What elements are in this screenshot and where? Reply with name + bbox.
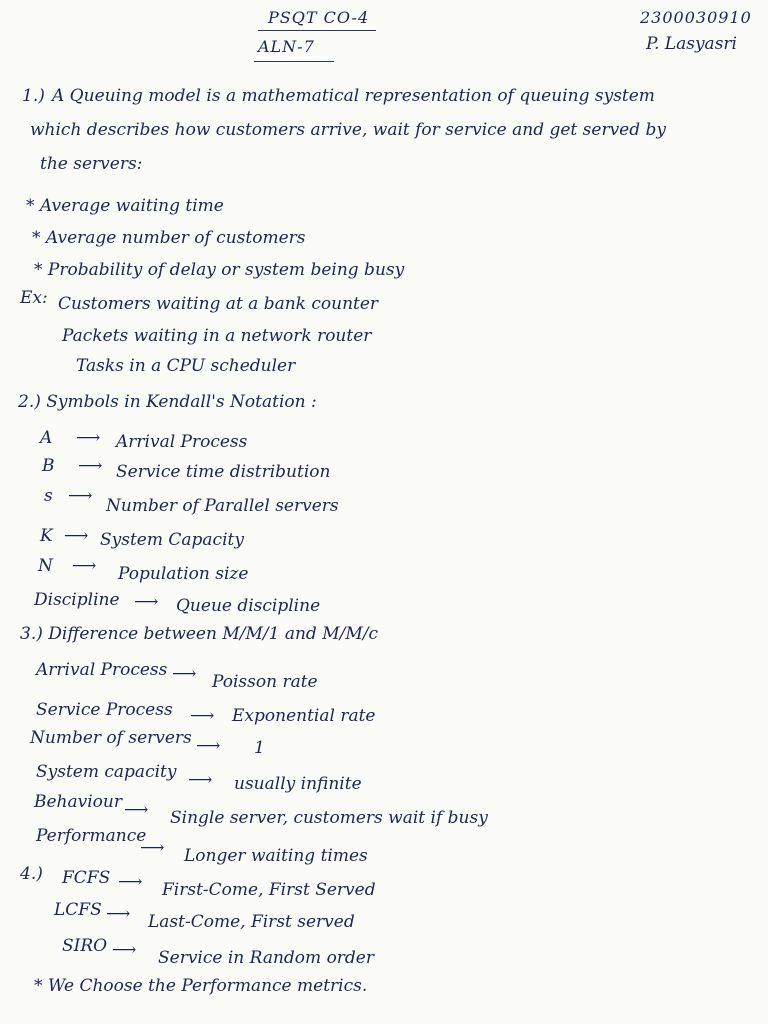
id-number: 2300030910 <box>640 8 752 27</box>
assignment-underline <box>254 61 334 62</box>
kendall-symbol: K <box>40 526 53 546</box>
arrow-icon: ⟶ <box>172 664 197 684</box>
arrow-icon: ⟶ <box>190 706 215 726</box>
kendall-symbol: Discipline <box>34 590 120 610</box>
course-title: PSQT CO-4 <box>268 8 370 27</box>
arrow-icon: ⟶ <box>78 456 103 476</box>
kendall-meaning: System Capacity <box>100 530 244 550</box>
kendall-symbol: s <box>44 486 53 506</box>
arrow-icon: ⟶ <box>140 838 165 858</box>
q3-label: Service Process <box>36 700 173 720</box>
arrow-icon: ⟶ <box>106 904 131 924</box>
example-item: Tasks in a CPU scheduler <box>76 356 296 376</box>
q3-label: Number of servers <box>30 728 192 748</box>
q3-value: Exponential rate <box>232 706 376 726</box>
q3-value: Longer waiting times <box>184 846 368 866</box>
kendall-meaning: Number of Parallel servers <box>106 496 339 516</box>
q3-label: System capacity <box>36 762 177 782</box>
q3-label: Behaviour <box>34 792 122 812</box>
kendall-meaning: Arrival Process <box>116 432 248 452</box>
arrow-icon: ⟶ <box>118 872 143 892</box>
discipline-label: SIRO <box>62 936 108 956</box>
q1-line-3: the servers: <box>40 154 143 174</box>
q1-number: 1.) <box>22 86 45 106</box>
discipline-value: First-Come, First Served <box>162 880 376 900</box>
examples-label: Ex: <box>20 288 48 308</box>
q3-value: 1 <box>254 738 265 758</box>
discipline-label: FCFS <box>62 868 111 888</box>
kendall-symbol: N <box>38 556 53 576</box>
q1-line-2: which describes how customers arrive, wait for service and get served by <box>30 120 667 140</box>
q1-bullet: * Average number of customers <box>32 228 306 248</box>
arrow-icon: ⟶ <box>188 770 213 790</box>
example-item: Packets waiting in a network router <box>62 326 372 346</box>
kendall-meaning: Queue discipline <box>176 596 321 616</box>
q3-heading: 3.) Difference between M/M/1 and M/M/c <box>20 624 378 644</box>
arrow-icon: ⟶ <box>196 736 221 756</box>
arrow-icon: ⟶ <box>124 800 149 820</box>
discipline-value: Last-Come, First served <box>148 912 355 932</box>
q3-value: usually infinite <box>234 774 362 794</box>
kendall-symbol: A <box>40 428 53 448</box>
q3-label: Performance <box>36 826 147 846</box>
q3-value: Single server, customers wait if busy <box>170 808 488 828</box>
q1-bullet: * Probability of delay or system being busy <box>34 260 405 280</box>
q1-bullet: * Average waiting time <box>26 196 224 216</box>
assignment-title: ALN-7 <box>258 37 315 56</box>
kendall-meaning: Service time distribution <box>116 462 331 482</box>
q2-heading: 2.) Symbols in Kendall's Notation : <box>18 392 317 412</box>
q4-note: * We Choose the Performance metrics. <box>34 976 368 996</box>
q3-value: Poisson rate <box>212 672 318 692</box>
arrow-icon: ⟶ <box>68 486 93 506</box>
discipline-value: Service in Random order <box>158 948 374 968</box>
example-item: Customers waiting at a bank counter <box>58 294 379 314</box>
arrow-icon: ⟶ <box>72 556 97 576</box>
student-name: P. Lasyasri <box>646 34 737 54</box>
arrow-icon: ⟶ <box>64 526 89 546</box>
kendall-symbol: B <box>42 456 55 476</box>
arrow-icon: ⟶ <box>76 428 101 448</box>
kendall-meaning: Population size <box>118 564 249 584</box>
q4-number: 4.) <box>20 864 43 884</box>
discipline-label: LCFS <box>54 900 102 920</box>
arrow-icon: ⟶ <box>112 940 137 960</box>
q3-label: Arrival Process <box>36 660 168 680</box>
arrow-icon: ⟶ <box>134 592 159 612</box>
course-underline <box>258 30 376 31</box>
q1-line-1: A Queuing model is a mathematical representation of queuing system <box>52 86 655 106</box>
